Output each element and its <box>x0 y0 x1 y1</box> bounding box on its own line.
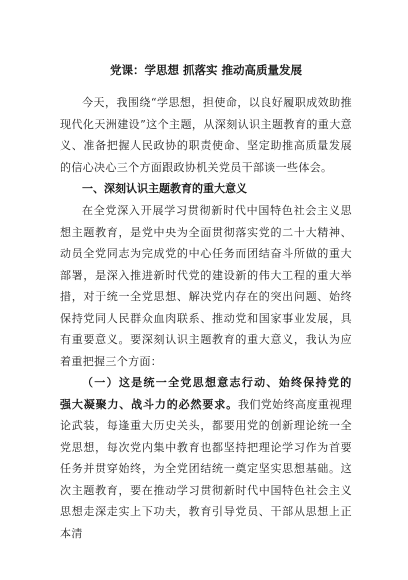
section-heading: 一、深刻认识主题教育的重大意义 <box>82 182 247 195</box>
document-title: 党课：学思想 抓落实 推动高质量发展 <box>109 63 302 77</box>
point-body: 我们党始终高度重视理论武装，每逢重大历史关头，都要用党的创新理论统一全党思想，每次党内集中教育也都坚持把理论学习作为首要任务并贯穿始终，为全党团结统一奠定坚实思想基础。这次主题教育，要在推动学习贯彻新时代中国特色社会主义思想走深走实上下功夫，教育引导党员、干部从思想上正本清 <box>60 397 352 540</box>
point-lead: （一）这是统一全党思想意志行动、始终保持党的强大凝聚力、战斗力的必然要求。 <box>60 376 352 411</box>
point-paragraph <box>60 372 352 544</box>
section-paragraph: 在全党深入开展学习贯彻新时代中国特色社会主义思想主题教育，是党中央为全面贯彻落实党的二十大精神、动员全党同志为完成党的中心任务而团结奋斗所做的重大部署，是深入推进新时代党的建设新的伟大工程的重大举措，对于统一全党思想、解决党内存在的突出问题、始终保持党同人民群众血肉联系、推动党和国家事业发展，具有重要意义。要深刻认识主题教育的重大意义，我认为应着重把握三个方面： <box>60 204 352 368</box>
intro-paragraph: 今天，我围绕“学思想，担使命，以良好履职成效助推现代化天洲建设”这个主题，从深刻认识主题教育的重大意义、准备把握人民政协的职责使命、坚定助推高质量发展的信心决心三个方面跟政协机关党员干部谈一些体会。 <box>60 96 352 174</box>
